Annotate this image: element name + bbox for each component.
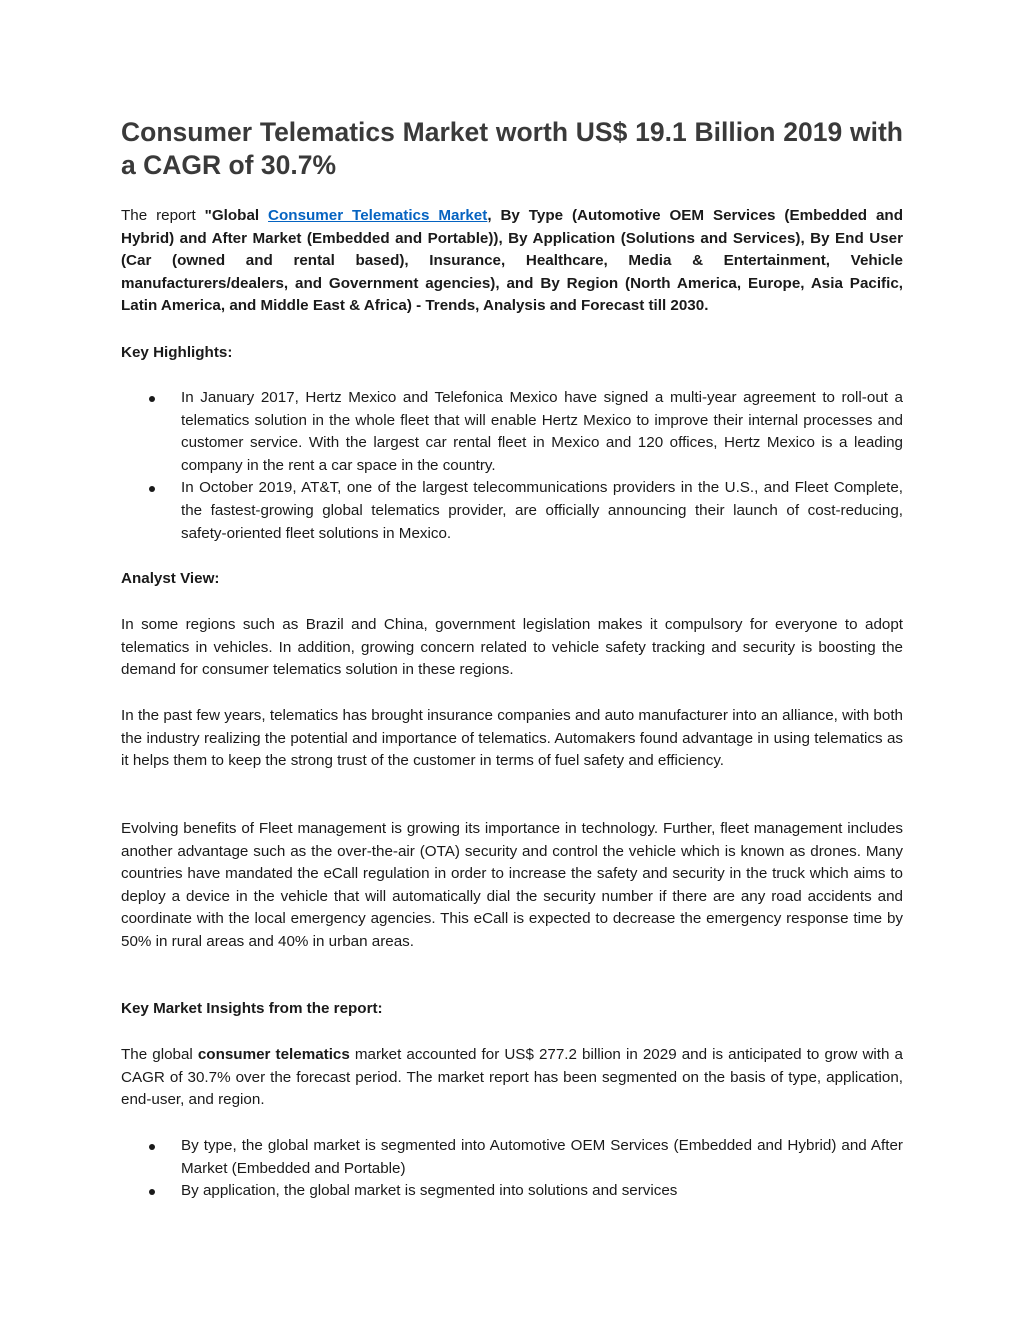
bullet-icon xyxy=(149,396,155,402)
intro-prefix: The report xyxy=(121,207,205,224)
list-item-text: In October 2019, AT&T, one of the largest telecommunications providers in the U.S., and Fleet Complete, the fastest-growing global telematics provider, are officially announcing their launch of cost-reducing, safety-oriented fleet solutions in Mexico. xyxy=(181,479,903,542)
list-item-text: By application, the global market is segmented into solutions and services xyxy=(181,1182,678,1200)
insights-paragraph xyxy=(121,1044,903,1112)
intro-bold-open: "Global xyxy=(204,207,269,224)
analyst-view-heading: Analyst View: xyxy=(121,570,220,587)
bullet-icon xyxy=(149,1189,155,1195)
intro-paragraph xyxy=(121,205,903,318)
insights-bold-term: consumer telematics xyxy=(197,1046,350,1063)
insights-list xyxy=(121,1135,903,1203)
insights-heading: Key Market Insights from the report: xyxy=(121,1000,383,1017)
list-item xyxy=(121,1135,903,1180)
page-title: Consumer Telematics Market worth US$ 19.1 Billion 2019 with a CAGR of 30.7% xyxy=(121,117,903,180)
analyst-paragraph-3: Evolving benefits of Fleet management is growing its importance in technology. Further, fleet management includes another advantage such as the over-the-air (OTA) security and control the vehicle which is known as drones. Many countries have mandated the eCall regulation in order to increase the safety and security in the truck which aims to deploy a device in the vehicle that will automatically dial the security number if there are any road accidents and coordinate with the local emergency agencies. This eCall is expected to decrease the emergency response time by 50% in rural areas and 40% in urban areas. xyxy=(121,820,903,950)
analyst-paragraph-2: In the past few years, telematics has brought insurance companies and auto manufacturer into an alliance, with both the industry realizing the potential and importance of telematics. Automakers found advantage in using telematics as it helps them to keep the strong trust of the customer in terms of fuel safety and efficiency. xyxy=(121,707,903,770)
bullet-icon xyxy=(149,1144,155,1150)
list-item-text: By type, the global market is segmented into Automotive OEM Services (Embedded and Hybrid) and After Market (Embedded and Portable) xyxy=(181,1137,903,1177)
list-item-text: In January 2017, Hertz Mexico and Telefonica Mexico have signed a multi-year agreement to roll-out a telematics solution in the whole fleet that will enable Hertz Mexico to improve their internal processes and customer service. With the largest car rental fleet in Mexico and 120 offices, Hertz Mexico is a leading company in the rent a car space in the country. xyxy=(181,389,903,474)
insights-prefix: The global xyxy=(121,1046,198,1063)
key-highlights-heading: Key Highlights: xyxy=(121,344,233,361)
list-item xyxy=(121,387,903,477)
analyst-paragraph-1: In some regions such as Brazil and China, government legislation makes it compulsory for everyone to adopt telematics in vehicles. In addition, growing concern related to vehicle safety tracking and security is boosting the demand for consumer telematics solution in these regions. xyxy=(121,616,903,679)
intro-bold-rest: , By Type (Automotive OEM Services (Embedded and Hybrid) and After Market (Embedded and Portable)), By Application (Solutions and Services), By End User (Car (owned and rental based), Insurance, Healthcare, Media & Entertainment, Vehicle manufacturers/dealers, and Government agencies), and By Region (North America, Europe, Asia Pacific, Latin America, and Middle East & Africa) - Trends, Analysis and Forecast till 2030. xyxy=(121,207,903,315)
key-highlights-list xyxy=(121,387,903,545)
insights-rest: market accounted for US$ 277.2 billion in 2029 and is anticipated to grow with a CAGR of 30.7% over the forecast period. The market report has been segmented on the basis of type, application, end-user, and region. xyxy=(121,1046,903,1109)
consumer-telematics-market-link[interactable]: Consumer Telematics Market xyxy=(268,207,488,224)
list-item xyxy=(121,1180,903,1203)
bullet-icon xyxy=(149,486,155,492)
list-item xyxy=(121,477,903,545)
